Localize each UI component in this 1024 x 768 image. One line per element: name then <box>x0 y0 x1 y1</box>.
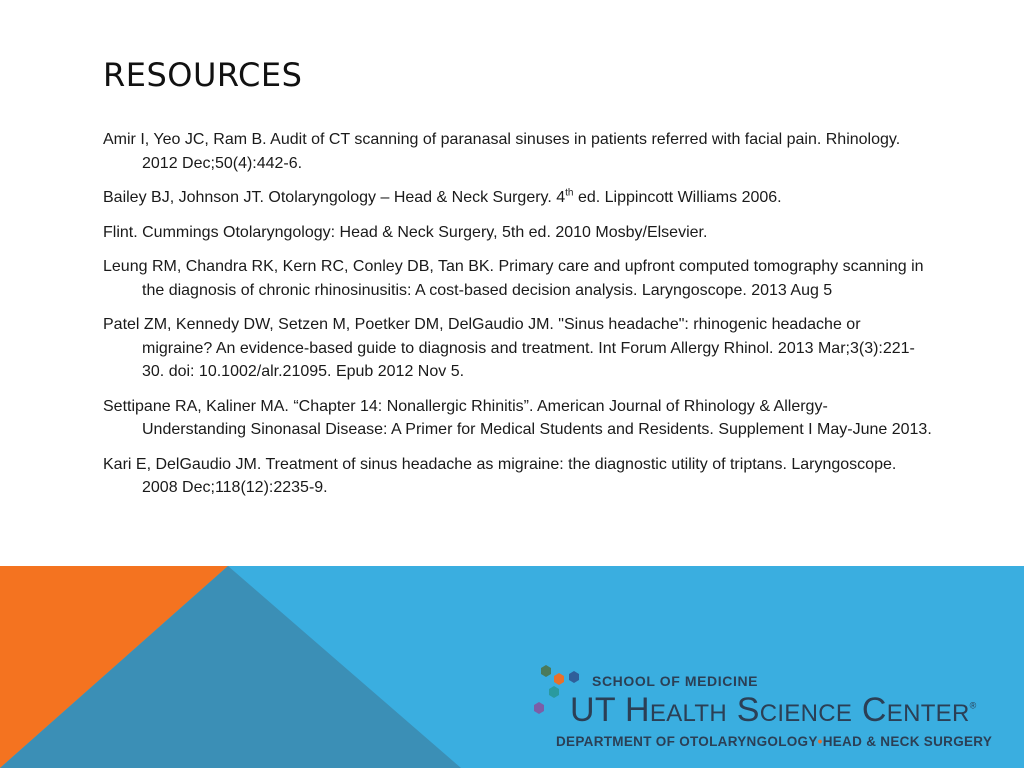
reference-item <box>103 186 933 210</box>
logo-dept-separator: • <box>817 734 823 749</box>
reference-item: Flint. Cummings Otolaryngology: Head & Neck Surgery, 5th ed. 2010 Mosby/Elsevier. <box>103 223 708 241</box>
reference-superscript: th <box>565 187 574 199</box>
slide-title: RESOURCES <box>103 56 303 94</box>
logo-center-name <box>570 691 977 730</box>
reference-text: ed. Lippincott Williams 2006. <box>573 189 782 206</box>
reference-item: Amir I, Yeo JC, Ram B. Audit of CT scanning of paranasal sinuses in patients referred with facial pain. Rhinology. 2012 Dec;50(4):442-6. <box>103 131 901 172</box>
reference-list <box>103 128 933 511</box>
reference-item: Settipane RA, Kaliner MA. “Chapter 14: Nonallergic Rhinitis”. American Journal of Rhinology & Allergy- Understanding Sinonasal Disease: A Primer for Medical Students and Residents. Supplement I May-June 2013. <box>103 397 932 438</box>
reference-text: Bailey BJ, Johnson JT. Otolaryngology – Head & Neck Surgery. 4 <box>103 189 566 206</box>
logo-school-text: SCHOOL OF MEDICINE <box>592 673 759 689</box>
logo-dept-left: DEPARTMENT OF OTOLARYNGOLOGY <box>556 734 818 749</box>
reference-item: Leung RM, Chandra RK, Kern RC, Conley DB, Tan BK. Primary care and upfront computed tomography scanning in the diagnosis of chronic rhinosinusitis: A cost-based decision analysis. Laryngoscope. 2013 Aug 5 <box>103 258 924 299</box>
logo-department-text <box>556 734 992 749</box>
logo-center-text: UT Health Science Center <box>570 691 970 729</box>
logo-dept-right: HEAD & NECK SURGERY <box>822 734 993 749</box>
reference-item: Patel ZM, Kennedy DW, Setzen M, Poetker DM, DelGaudio JM. "Sinus headache": rhinogenic headache or migraine? An evidence-based guide to diagnosis and treatment. Int Forum Allergy Rhinol. 2013 Mar;3(3):221-30. doi: 10.1002/alr.21095. Epub 2012 Nov 5. <box>103 316 915 380</box>
logo-registered-mark: ® <box>969 700 977 711</box>
reference-item: Kari E, DelGaudio JM. Treatment of sinus headache as migraine: the diagnostic utility of triptans. Laryngoscope. 2008 Dec;118(12):2235-9. <box>103 455 897 496</box>
